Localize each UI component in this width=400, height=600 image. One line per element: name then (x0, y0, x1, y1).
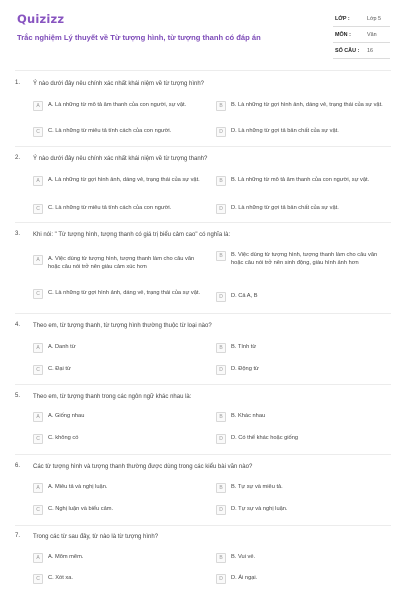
option-text: D. Là những từ gợi tả bản chất của sự vật. (231, 128, 339, 134)
header-divider (15, 70, 391, 71)
meta-grade-label: LỚP : (335, 16, 350, 22)
option-letter-badge: C (33, 574, 43, 584)
meta-subject (333, 28, 390, 43)
option-text: D. Cả A, B (231, 293, 258, 299)
option-text: D. Tự sự và nghị luận. (231, 506, 288, 512)
question-number: 7. (15, 533, 21, 539)
option-letter-badge: A (33, 343, 43, 353)
option-text: A. Mõm mẽm. (48, 554, 84, 560)
question-text: Ý nào dưới đây nêu chính xác nhất khái niệm về từ tượng thanh? (33, 156, 208, 162)
option-letter-badge: D (216, 574, 226, 584)
meta-subject-label: MÔN : (335, 32, 351, 38)
option-letter-badge: B (216, 176, 226, 186)
question-number: 6. (15, 463, 21, 469)
question-divider (15, 525, 391, 526)
option-letter-badge: A (33, 483, 43, 493)
question-number: 1. (15, 80, 21, 86)
option-letter-badge: B (216, 553, 226, 563)
option-text: A. Là những từ mô tả âm thanh của con người, sự vật. (48, 102, 187, 108)
option-letter-badge: A (33, 412, 43, 422)
option-text: C. Đại từ (48, 366, 71, 372)
option-letter-badge: B (216, 412, 226, 422)
question-text: Ý nào dưới đây nêu chính xác nhất khái niệm về từ tượng hình? (33, 81, 205, 87)
option-text: C. Là những từ miêu tả tính cách của con người. (48, 128, 172, 134)
question-text: Trong các từ sau đây, từ nào là từ tượng hình? (33, 534, 159, 540)
question-number: 2. (15, 155, 21, 161)
question-divider (15, 454, 391, 455)
option-text: D. Có thể khác hoặc giống (231, 435, 299, 441)
question-number: 5. (15, 393, 21, 399)
meta-subject-value: Văn (367, 32, 377, 38)
option-text: D. Là những từ gợi tả bản chất của sự vật. (231, 205, 339, 211)
option-text: B. Vui vẻ. (231, 554, 256, 560)
question-divider (15, 222, 391, 223)
option-letter-badge: D (216, 204, 226, 214)
option-letter-badge: A (33, 176, 43, 186)
option-letter-badge: A (33, 255, 43, 265)
question-divider (15, 146, 391, 147)
option-letter-badge: D (216, 434, 226, 444)
meta-question-count (333, 44, 390, 59)
option-letter-badge: C (33, 434, 43, 444)
question-divider (15, 313, 391, 314)
option-letter-badge: D (216, 292, 226, 302)
meta-grade (333, 12, 390, 27)
option-text: B. Là những từ gợi hình ảnh, dáng vẻ, trạng thái của sự vật. (231, 102, 383, 108)
option-letter-badge: C (33, 289, 43, 299)
option-text: A. Danh từ (48, 344, 76, 350)
option-text: A. Giống nhau (48, 413, 85, 419)
meta-grade-value: Lớp 5 (367, 16, 382, 22)
option-letter-badge: D (216, 365, 226, 375)
quizizz-logo: Quizizz (17, 12, 65, 26)
meta-count-value: 16 (367, 48, 373, 54)
meta-count-label: SỐ CÂU : (335, 48, 360, 54)
worksheet-title: Trắc nghiệm Lý thuyết về Từ tượng hình, từ tượng thanh có đáp án (17, 33, 261, 42)
question-text: Khi nói: " Từ tượng hình, tượng thanh có giá trị biểu cảm cao" có nghĩa là: (33, 232, 231, 238)
option-letter-badge: D (216, 505, 226, 515)
option-letter-badge: B (216, 343, 226, 353)
option-text: D. Động từ (231, 366, 259, 372)
option-letter-badge: A (33, 101, 43, 111)
question-divider (15, 384, 391, 385)
option-letter-badge: C (33, 365, 43, 375)
option-text: B. Là những từ mô tả âm thanh của con người, sự vật. (231, 177, 370, 183)
option-letter-badge: B (216, 483, 226, 493)
option-letter-badge: C (33, 505, 43, 515)
option-letter-badge: C (33, 204, 43, 214)
question-text: Các từ tượng hình và tượng thanh thường được dùng trong các kiểu bài văn nào? (33, 464, 253, 470)
option-letter-badge: B (216, 251, 226, 261)
option-text: A. Miêu tả và nghị luận. (48, 484, 108, 490)
option-letter-badge: D (216, 127, 226, 137)
option-letter-badge: C (33, 127, 43, 137)
question-text: Theo em, từ tượng thanh trong các ngôn ngữ khác nhau là: (33, 394, 192, 400)
question-number: 3. (15, 231, 21, 237)
option-text: C. Là những từ gợi hình ảnh, dáng vẻ, trạng thái của sự vật. (48, 290, 201, 296)
question-number: 4. (15, 322, 21, 328)
option-text: B. Việc dùng từ tượng hình, tượng thanh làm cho câu văn hoặc câu nói trở nên sinh động, giàu hình ảnh hơn (231, 252, 378, 266)
option-letter-badge: B (216, 101, 226, 111)
option-text: D. Ái ngại. (231, 575, 258, 581)
worksheet-header (0, 0, 400, 66)
option-text: A. Việc dùng từ tượng hình, tượng thanh làm cho câu văn hoặc câu nói trở nên giàu cảm xúc hơn (48, 256, 195, 270)
option-text: C. không có (48, 435, 79, 441)
option-text: B. Tự sự và miêu tả. (231, 484, 283, 490)
option-letter-badge: A (33, 553, 43, 563)
option-text: B. Tính từ (231, 344, 257, 350)
question-text: Theo em, từ tượng thanh, từ tượng hình thường thuộc từ loại nào? (33, 323, 212, 329)
option-text: C. Là những từ miêu tả tính cách của con người. (48, 205, 172, 211)
option-text: A. Là những từ gợi hình ảnh, dáng vẻ, trạng thái của sự vật. (48, 177, 200, 183)
option-text: B. Khác nhau (231, 413, 266, 419)
option-text: C. Nghị luận và biểu cảm. (48, 506, 114, 512)
option-text: C. Xót xa. (48, 575, 73, 581)
